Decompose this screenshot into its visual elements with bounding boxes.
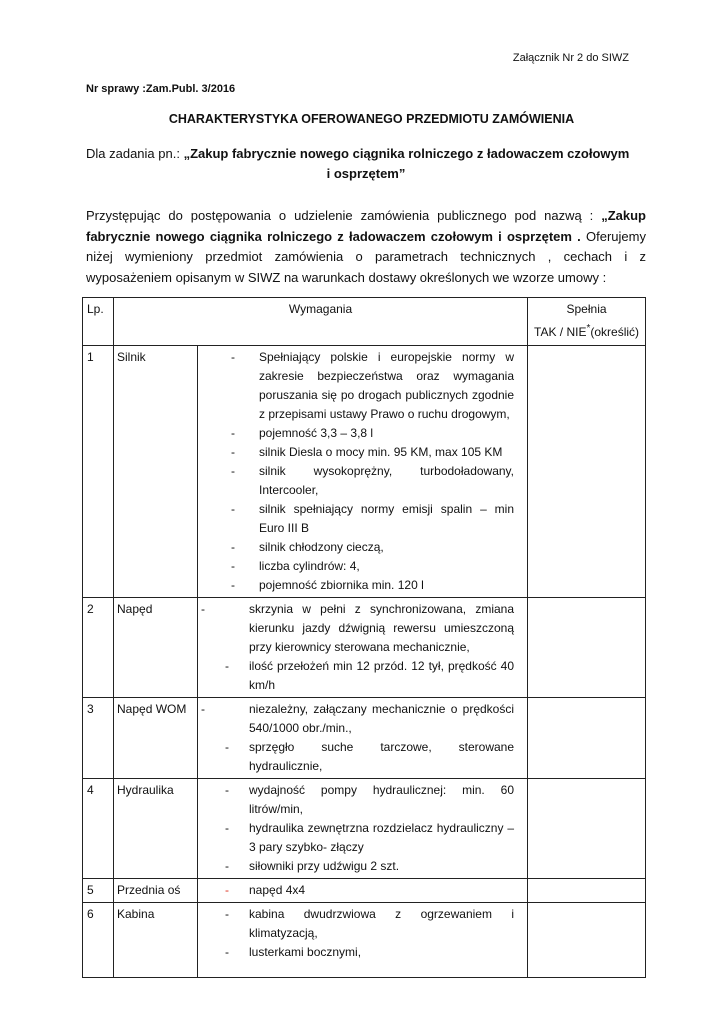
row-meets-cell[interactable]: [528, 598, 646, 698]
list-item: - ilość przełożeń min 12 przód. 12 tył, prędkość 40 km/h: [225, 659, 515, 692]
page-title: CHARAKTERYSTYKA OFEROWANEGO PRZEDMIOTU ZAMÓWIENIA: [168, 112, 575, 126]
row-name: Silnik: [114, 346, 198, 598]
list-item: - silnik chłodzony cieczą,: [231, 540, 384, 554]
task-name-line2: i osprzętem”: [326, 166, 406, 181]
list-item: - skrzynia w pełni z synchronizowana, zmiana kierunku jazdy dźwignią rewersu umieszczoną przy kierownicy sterowana mechanicznie,: [201, 602, 515, 654]
header-meets-line1: Spełnia: [566, 302, 607, 316]
task-name-line1: „Zakup fabrycznie nowego ciągnika rolniczego z ładowaczem czołowym: [183, 146, 630, 161]
list-item: - liczba cylindrów: 4,: [231, 559, 360, 573]
row-requirements: [198, 903, 528, 978]
list-item: - silnik wysokoprężny, turbodoładowany, Intercooler,: [231, 464, 515, 497]
row-name: Napęd: [114, 598, 198, 698]
row-name: Kabina: [114, 903, 198, 978]
table-row: [83, 698, 646, 779]
row-requirements: [198, 779, 528, 879]
list-item: - sprzęgło suche tarczowe, sterowane hydraulicznie,: [225, 740, 515, 773]
row-lp: 1: [83, 346, 114, 598]
list-item: - pojemność 3,3 – 3,8 l: [231, 426, 374, 440]
table-header-row: [83, 298, 646, 346]
row-meets-cell[interactable]: [528, 346, 646, 598]
row-meets-cell[interactable]: [528, 903, 646, 978]
row-requirements: [198, 879, 528, 903]
list-item: - lusterkami bocznymi,: [225, 945, 362, 959]
list-item: - kabina dwudrzwiowa z ogrzewaniem i klimatyzacją,: [225, 907, 515, 940]
list-item: - Spełniający polskie i europejskie normy w zakresie bezpieczeństwa oraz wymagania poruszania się po drogach publicznych zgodnie z przepisami ustawy Prawo o ruchu drogowym,: [231, 350, 515, 421]
table-row: [83, 879, 646, 903]
row-meets-cell[interactable]: [528, 779, 646, 879]
intro-part2: Oferujemy niżej wymieniony przedmiot zamówienia o parametrach technicznych , cechach i z wyposażeniem opisanym w SIWZ na warunkach dostawy określonych we wzorze umowy :: [86, 228, 646, 285]
row-name: Napęd WOM: [114, 698, 198, 779]
table-row: [83, 346, 646, 598]
header-meets-specify: (określić): [590, 325, 640, 339]
list-item: - hydraulika zewnętrzna rozdzielacz hydrauliczny – 3 pary szybko- złączy: [225, 821, 515, 854]
row-requirements: [198, 346, 528, 598]
row-lp: 2: [83, 598, 114, 698]
table-row: [83, 598, 646, 698]
header-lp: Lp.: [83, 298, 114, 346]
list-item: - napęd 4x4: [225, 883, 306, 897]
table-row: [83, 779, 646, 879]
list-item: - pojemność zbiornika min. 120 l: [231, 578, 424, 592]
intro-paragraph: [86, 206, 646, 288]
table-row: [83, 903, 646, 978]
row-name: Hydraulika: [114, 779, 198, 879]
list-item: - niezależny, załączany mechanicznie o prędkości 540/1000 obr./min.,: [201, 702, 515, 735]
case-number: Nr sprawy :Zam.Publ. 3/2016: [86, 83, 236, 95]
list-item: - silnik Diesla o mocy min. 95 KM, max 105 KM: [231, 445, 503, 459]
header-meets: [528, 298, 646, 346]
list-item: - silnik spełniający normy emisji spalin – min Euro III B: [231, 502, 515, 535]
header-requirements: Wymagania: [114, 298, 528, 346]
intro-bold: „Zakup fabrycznie nowego ciągnika rolniczego z ładowaczem czołowym i osprzętem .: [86, 208, 646, 244]
row-requirements: [198, 598, 528, 698]
intro-part1: Przystępując do postępowania o udzielenie zamówienia publicznego pod nazwą :: [86, 208, 602, 223]
row-meets-cell[interactable]: [528, 879, 646, 903]
header-meets-asterisk: *: [586, 323, 591, 334]
row-lp: 5: [83, 879, 114, 903]
row-lp: 4: [83, 779, 114, 879]
row-name: Przednia oś: [114, 879, 198, 903]
header-meets-yesno: TAK / NIE: [534, 325, 587, 339]
requirements-table: [82, 297, 646, 978]
list-item: - wydajność pompy hydraulicznej: min. 60 litrów/min,: [225, 783, 515, 816]
row-meets-cell[interactable]: [528, 698, 646, 779]
row-lp: 3: [83, 698, 114, 779]
list-item: - siłowniki przy udźwigu 2 szt.: [225, 859, 400, 873]
task-description: [86, 144, 646, 184]
row-requirements: [198, 698, 528, 779]
attachment-label: Załącznik Nr 2 do SIWZ: [512, 52, 629, 64]
row-lp: 6: [83, 903, 114, 978]
task-prefix: Dla zadania pn.:: [86, 146, 184, 161]
